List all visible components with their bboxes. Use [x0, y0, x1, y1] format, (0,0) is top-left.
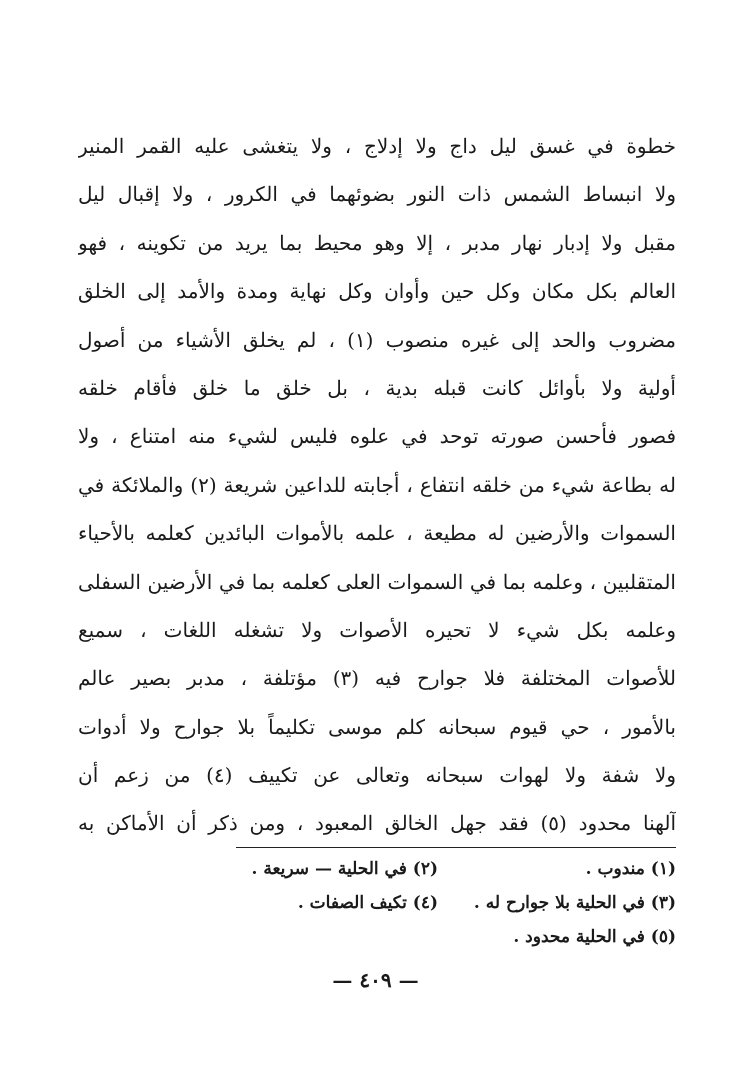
- text-line-6: أولية ولا بأوائل كانت قبله بدية ، بل خلق ما خلق فأقام خلقه: [78, 375, 676, 400]
- footnote-row: [78, 920, 676, 954]
- page-number: — ٤٠٩ —: [332, 968, 419, 992]
- text-line-13: بالأمور ، حي قيوم سبحانه كلم موسى تكليماً بلا جوارح ولا أدوات: [78, 714, 676, 739]
- footnote-row: [78, 852, 676, 886]
- footnote-2: (٢) في الحلية — سريعة .: [251, 859, 438, 879]
- text-line-5: مضروب والحد إلى غيره منصوب (١) ، لم يخلق الأشياء من أصول: [78, 327, 676, 352]
- text-line-14: ولا شفة ولا لهوات سبحانه وتعالى عن تكييف (٤) من زعم أن: [78, 763, 676, 788]
- text-line-8: له بطاعة شيء من خلقه انتفاع ، أجابته للداعين شريعة (٢) والملائكة في: [78, 472, 676, 497]
- text-line-7: فصور فأحسن صورته توحد في علوه فليس لشيء منه امتناع ، ولا: [78, 424, 676, 449]
- footnote-5: (٥) في الحلية محدود .: [513, 927, 676, 947]
- footnote-divider: [236, 847, 676, 848]
- footnote-row: [78, 886, 676, 920]
- footnote-4: (٤) تكيف الصفات .: [297, 893, 438, 913]
- text-line-3: مقبل ولا إدبار نهار مدبر ، إلا وهو محيط بما يريد من تكوينه ، فهو: [78, 230, 676, 255]
- footnotes: [78, 852, 676, 954]
- main-text: [78, 122, 676, 848]
- text-line-15: آلهنا محدود (٥) فقد جهل الخالق المعبود ، ومن ذكر أن الأماكن به: [78, 811, 676, 836]
- footnote-3: (٣) في الحلية بلا جوارح له .: [473, 893, 676, 913]
- text-line-11: وعلمه بكل شيء لا تحيره الأصوات ولا تشغله اللغات ، سميع: [78, 617, 676, 642]
- text-line-12: للأصوات المختلفة فلا جوارح فيه (٣) مؤتلفة ، مدبر بصير عالم: [78, 666, 676, 691]
- footnote-1: (١) مندوب .: [585, 859, 676, 879]
- text-line-9: السموات والأرضين له مطيعة ، علمه بالأموات البائدين كعلمه بالأحياء: [78, 521, 676, 546]
- text-line-4: العالم بكل مكان وكل حين وأوان وكل نهاية ومدة والأمد إلى الخلق: [78, 279, 676, 304]
- text-line-2: ولا انبساط الشمس ذات النور بضوئهما في الكرور ، ولا إقبال ليل: [78, 182, 676, 207]
- text-line-1: خطوة في غسق ليل داج ولا إدلاج ، ولا يتغشى عليه القمر المنير: [78, 134, 676, 158]
- text-line-10: المتقلبين ، وعلمه بما في السموات العلى كعلمه بما في الأرضين السفلى: [78, 569, 676, 594]
